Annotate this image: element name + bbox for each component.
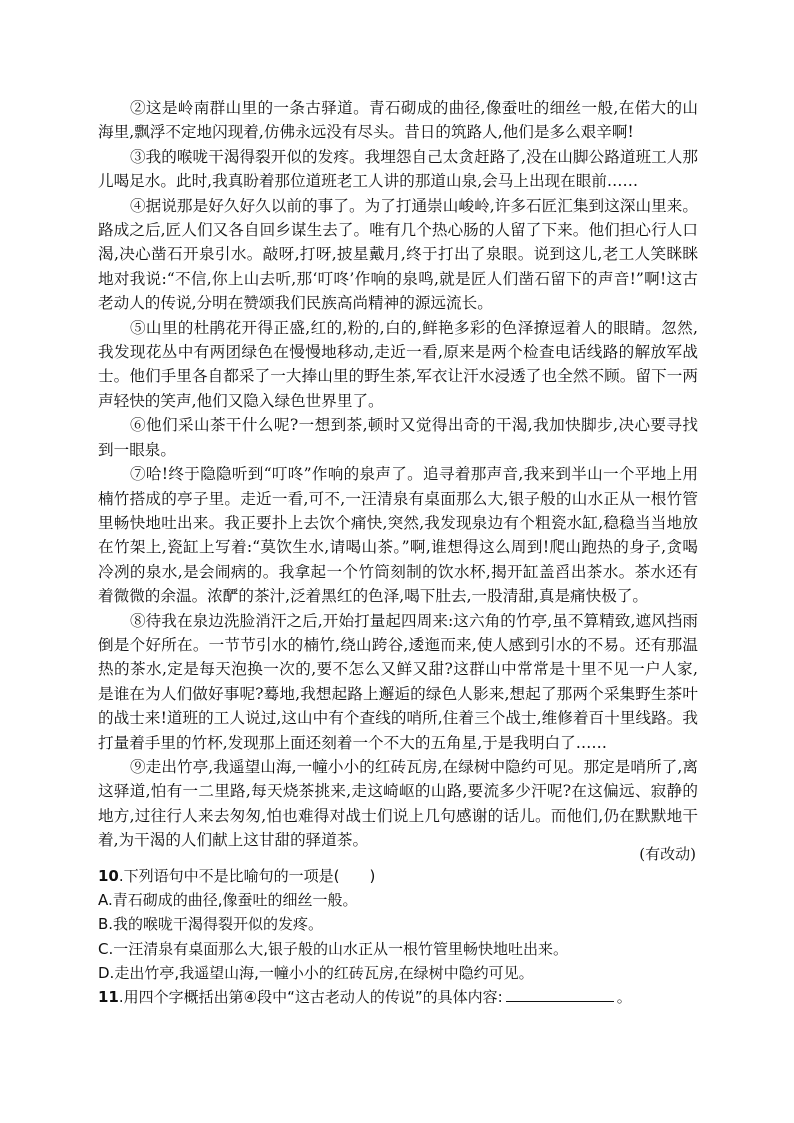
question-number: 10	[98, 867, 119, 885]
paragraph-7: ⑦哈!终于隐隐听到“叮咚”作响的泉声了。追寻着那声音,我来到半山一个平地上用楠竹搭成的亭子里。走近一看,可不,一汪清泉有桌面那么大,银子般的山水正从一根竹管里畅快地吐出来。我正要扑上去饮个痛快,突然,我发现泉边有个粗瓷水缸,稳稳当当地放在竹架上,瓷缸上写着:“莫饮生水,请喝山茶。”啊,谁想得这么周到!爬山跑热的身子,贪喝冷冽的泉水,是会闹病的。我拿起一个竹筒刻制的饮水杯,揭开缸盖舀出茶水。茶水还有着微微的余温。浓酽的茶汁,泛着黑红的色泽,喝下肚去,一股清甜,真是痛快极了。	[98, 465, 698, 606]
paragraph-5: ⑤山里的杜鹃花开得正盛,红的,粉的,白的,鲜艳多彩的色泽撩逗着人的眼睛。忽然,我发现花丛中有两团绿色在慢慢地移动,走近一看,原来是两个检查电话线路的解放军战士。他们手里各自都采了一大捧山里的野生茶,军衣让汗水浸透了也全然不顾。留下一两声轻快的笑声,他们又隐入绿色世界里了。	[98, 318, 698, 410]
option-b: B.我的喉咙干渴得裂开似的发疼。	[98, 915, 324, 934]
paragraph-3: ③我的喉咙干渴得裂开似的发疼。我埋怨自己太贪赶路了,没在山脚公路道班工人那儿喝足水。此时,我真盼着那位道班老工人讲的那道山泉,会马上出现在眼前……	[98, 147, 698, 191]
question-stem: .用四个字概括出第④段中“这古老动人的传说”的具体内容:	[118, 988, 503, 1007]
questions-section	[98, 864, 718, 1009]
question-stem: .下列语句中不是比喻句的一项是( )	[118, 867, 376, 885]
source-note: (有改动)	[639, 845, 696, 863]
paragraph-4: ④据说那是好久好久以前的事了。为了打通崇山峻岭,许多石匠汇集到这深山里来。路成之后,匠人们又各自回乡谋生去了。唯有几个热心肠的人留了下来。他们担心行人口渴,决心凿石开泉引水。敲呀,打呀,披星戴月,终于打出了泉眼。说到这儿,老工人笑眯眯地对我说:“不信,你上山去听,那‘叮咚’作响的泉鸣,就是匠人们凿石留下的声音!”啊!这古老动人的传说,分明在赞颂我们民族高尚精神的源远流长。	[98, 196, 698, 313]
option-d: D.走出竹亭,我遥望山海,一幢小小的红砖瓦房,在绿树中隐约可见。	[98, 963, 534, 982]
question-11	[98, 985, 718, 1009]
paragraph-6: ⑥他们采山茶干什么呢?一想到茶,顿时又觉得出奇的干渴,我加快脚步,决心要寻找到一眼泉。	[98, 416, 698, 459]
question-10	[98, 864, 718, 888]
option-c: C.一汪清泉有桌面那么大,银子般的山水正从一根竹管里畅快地吐出来。	[98, 939, 569, 958]
paragraph-9: ⑨走出竹亭,我遥望山海,一幢小小的红砖瓦房,在绿树中隐约可见。那定是哨所了,离这驿道,怕有一二里路,每天烧茶挑来,走这崎岖的山路,要流多少汗呢?在这偏远、寂静的地方,过往行人来去匆匆,怕也难得对战士们说上几句感谢的话儿。而他们,仍在默默地干着,为干渴的人们献上这甘甜的驿道茶。	[98, 757, 698, 850]
option-a: A.青石砌成的曲径,像蚕吐的细丝一般。	[98, 891, 358, 910]
paragraph-2: ②这是岭南群山里的一条古驿道。青石砌成的曲径,像蚕吐的细丝一般,在偌大的山海里,飘浮不定地闪现着,仿佛永远没有尽头。昔日的筑路人,他们是多么艰辛啊!	[98, 99, 698, 142]
question-number: 11	[98, 988, 119, 1007]
question-end: 。	[616, 988, 632, 1007]
reading-passage	[98, 96, 698, 853]
paragraph-8: ⑧待我在泉边洗脸消汗之后,开始打量起四周来:这六角的竹亭,虽不算精致,遮风挡雨倒是个好所在。一节节引水的楠竹,绕山跨谷,逶迤而来,使人感到引水的不易。还有那温热的茶水,定是每天泡换一次的,要不怎么又鲜又甜?这群山中常常是十里不见一户人家,是谁在为人们做好事呢?蓦地,我想起路上邂逅的绿色人影来,想起了那两个采集野生茶叶的战士来!道班的工人说过,这山中有个查线的哨所,住着三个战士,维修着百十里线路。我打量着手里的竹杯,发现那上面还刻着一个不大的五角星,于是我明白了……	[98, 611, 698, 752]
answer-blank[interactable]	[506, 985, 614, 1002]
